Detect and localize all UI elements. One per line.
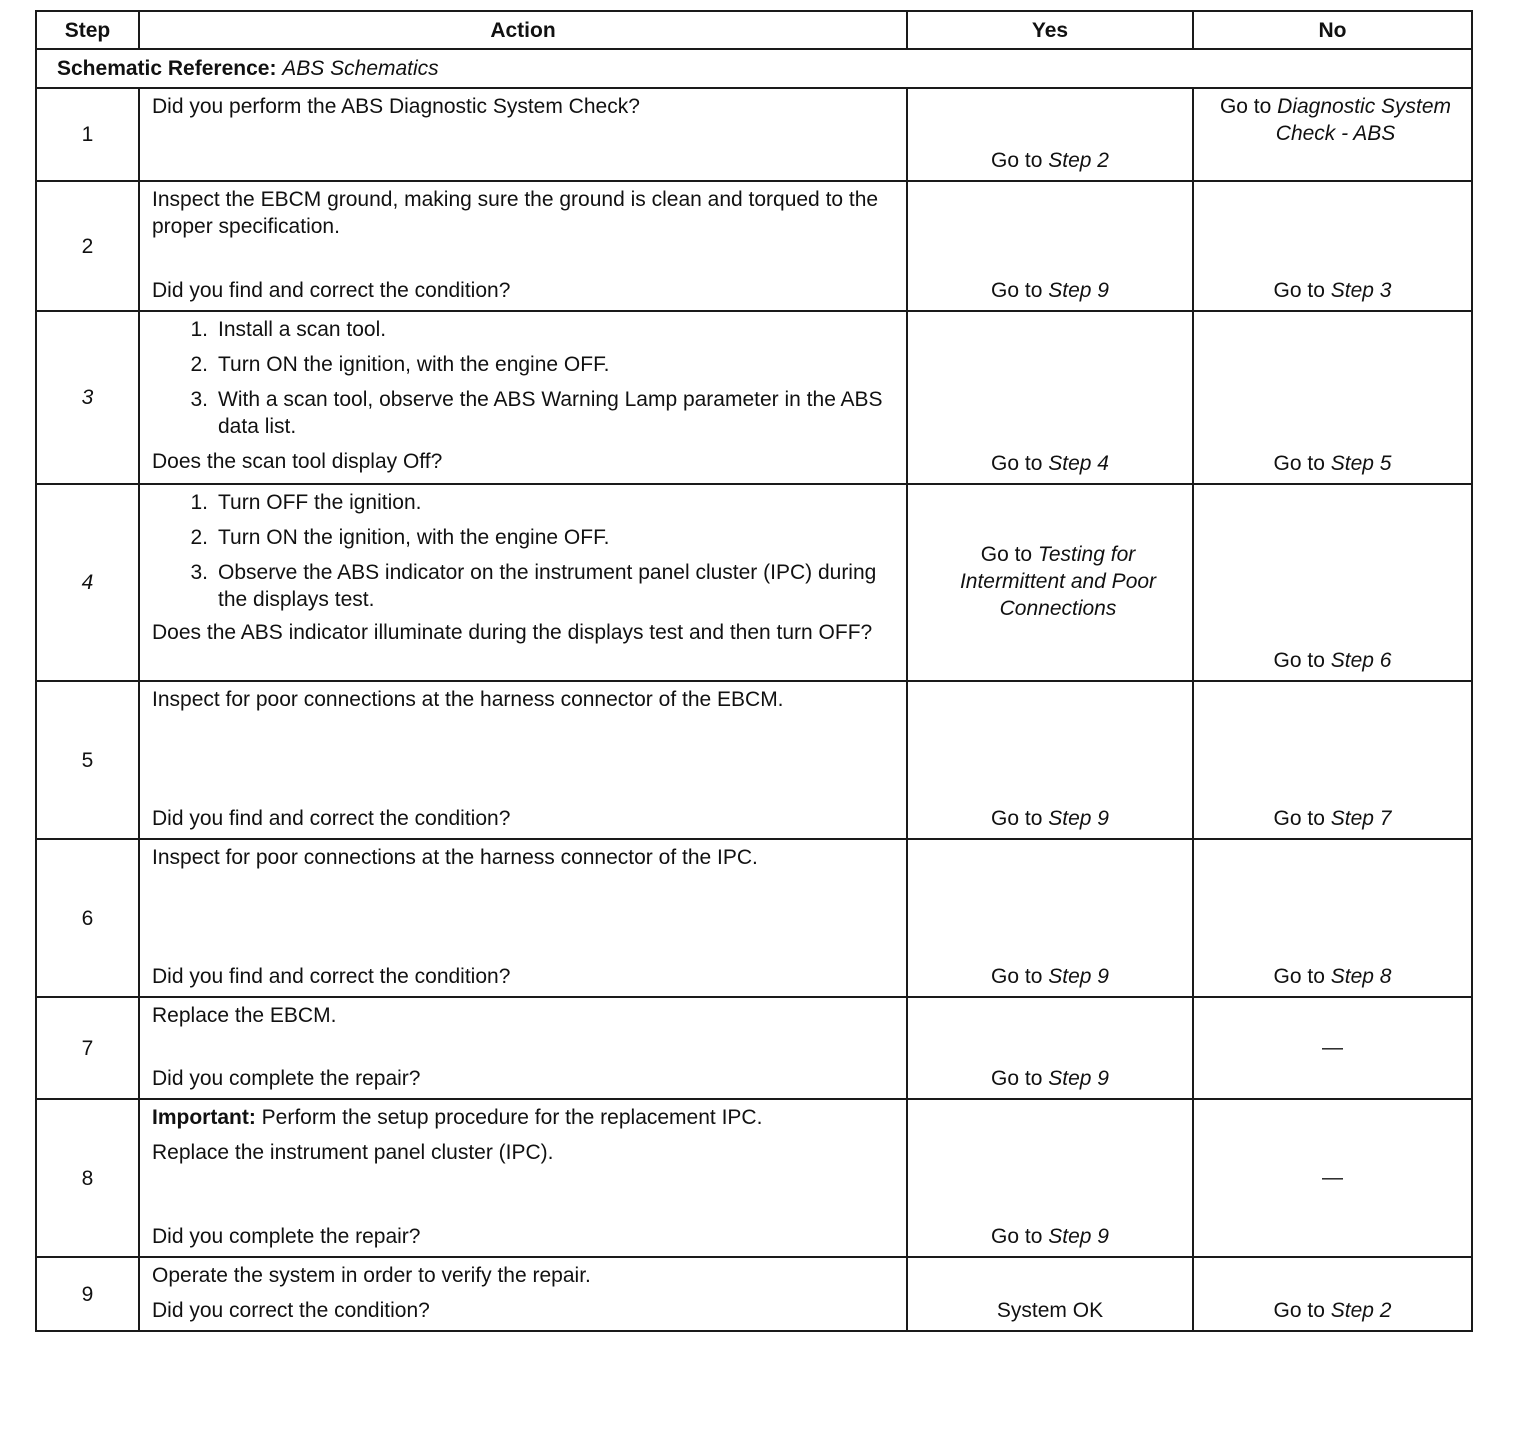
list-number: 3. (190, 561, 208, 584)
step-row-8 (36, 1099, 1472, 1257)
step-action (139, 839, 907, 997)
step-number: 2 (36, 181, 139, 311)
action-list (152, 489, 896, 613)
no-cell (1193, 997, 1472, 1099)
important-label: Important: (152, 1106, 256, 1129)
go-to-label: Go to (991, 149, 1043, 172)
diagnostic-table (35, 10, 1473, 1332)
header-action: Action (139, 11, 907, 49)
action-question: Did you correct the condition? (152, 1299, 430, 1322)
yes-target[interactable]: Step 9 (1048, 279, 1109, 302)
header-yes: Yes (907, 11, 1193, 49)
action-text: Operate the system in order to verify the repair. (152, 1264, 591, 1287)
step-row-9 (36, 1257, 1472, 1331)
list-text: Observe the ABS indicator on the instrument panel cluster (IPC) during the displays test. (218, 561, 877, 611)
step-number-text: 4 (81, 571, 94, 594)
action-question: Did you find and correct the condition? (152, 807, 511, 830)
yes-target[interactable]: Step 9 (1048, 1067, 1109, 1090)
schematic-reference-label: Schematic Reference: (57, 57, 277, 80)
list-text: Turn ON the ignition, with the engine OFF. (218, 526, 610, 549)
go-to-label: Go to (1219, 95, 1272, 118)
action-question: Does the ABS indicator illuminate during the displays test and then turn OFF? (152, 621, 873, 644)
step-number: 8 (36, 1099, 139, 1257)
step-number-text: 3 (81, 386, 94, 409)
no-target[interactable]: Step 5 (1330, 452, 1392, 475)
no-cell[interactable] (1193, 681, 1472, 839)
no-target[interactable]: Step 8 (1330, 965, 1392, 988)
go-to-label: Go to (1273, 649, 1325, 672)
yes-target[interactable]: Testing for Intermittent and Poor Connections (959, 543, 1157, 620)
go-to-label: Go to (991, 1225, 1043, 1248)
yes-target[interactable]: Step 2 (1048, 149, 1109, 172)
list-number: 1. (190, 318, 208, 341)
action-text: Replace the instrument panel cluster (IPC). (152, 1141, 554, 1164)
yes-cell (907, 1257, 1193, 1331)
yes-target[interactable]: Step 9 (1048, 807, 1109, 830)
schematic-reference-link[interactable]: ABS Schematics (282, 57, 439, 80)
no-cell[interactable] (1193, 1257, 1472, 1331)
action-text: Inspect for poor connections at the harness connector of the EBCM. (152, 688, 784, 711)
no-cell[interactable] (1193, 484, 1472, 681)
list-text: Turn OFF the ignition. (218, 491, 422, 514)
step-row-7 (36, 997, 1472, 1099)
yes-cell[interactable] (907, 311, 1193, 484)
list-number: 1. (190, 491, 208, 514)
no-target[interactable]: Step 7 (1330, 807, 1392, 830)
list-number: 2. (190, 526, 208, 549)
action-question: Did you complete the repair? (152, 1225, 421, 1248)
list-item (152, 524, 896, 551)
action-question: Did you find and correct the condition? (152, 965, 511, 988)
go-to-label: Go to (991, 452, 1043, 475)
no-cell[interactable] (1193, 839, 1472, 997)
important-note (152, 1104, 896, 1131)
action-text: Replace the EBCM. (152, 1004, 337, 1027)
go-to-label: Go to (1273, 1299, 1325, 1322)
action-question: Did you find and correct the condition? (152, 279, 511, 302)
go-to-label: Go to (991, 807, 1043, 830)
step-row-1 (36, 88, 1472, 181)
step-action (139, 311, 907, 484)
step-row-3 (36, 311, 1472, 484)
go-to-label: Go to (991, 965, 1043, 988)
no-cell[interactable] (1193, 181, 1472, 311)
step-row-6 (36, 839, 1472, 997)
go-to-label: Go to (980, 543, 1033, 566)
action-text: Inspect for poor connections at the harness connector of the IPC. (152, 846, 758, 869)
action-text: Inspect the EBCM ground, making sure the ground is clean and torqued to the proper specification. (152, 188, 879, 238)
no-dash: — (1322, 1035, 1343, 1059)
step-number: 7 (36, 997, 139, 1099)
schematic-reference (36, 49, 1472, 88)
step-action (139, 681, 907, 839)
yes-text: System OK (996, 1299, 1104, 1322)
step-action (139, 997, 907, 1099)
no-target[interactable]: Step 2 (1330, 1299, 1392, 1322)
step-action (139, 1099, 907, 1257)
yes-cell[interactable] (907, 1099, 1193, 1257)
list-text: Install a scan tool. (218, 318, 387, 341)
step-action (139, 1257, 907, 1331)
step-number (36, 311, 139, 484)
yes-cell[interactable] (907, 484, 1193, 681)
step-number: 9 (36, 1257, 139, 1331)
no-target[interactable]: Step 6 (1330, 649, 1392, 672)
action-top (152, 1104, 896, 1166)
yes-cell[interactable] (907, 997, 1193, 1099)
step-row-5 (36, 681, 1472, 839)
schematic-reference-row (36, 49, 1472, 88)
yes-cell[interactable] (907, 181, 1193, 311)
step-number (36, 484, 139, 681)
yes-cell[interactable] (907, 88, 1193, 181)
list-number: 3. (190, 388, 208, 411)
go-to-label: Go to (1273, 279, 1325, 302)
action-list (152, 316, 896, 440)
action-text: Did you perform the ABS Diagnostic System Check? (152, 95, 640, 118)
no-target[interactable]: Step 3 (1330, 279, 1392, 302)
action-question: Does the scan tool display Off? (152, 450, 443, 473)
step-row-2 (36, 181, 1472, 311)
no-cell[interactable] (1193, 88, 1472, 181)
no-cell (1193, 1099, 1472, 1257)
go-to-label: Go to (991, 279, 1043, 302)
list-text: Turn ON the ignition, with the engine OFF. (218, 353, 610, 376)
header-no: No (1193, 11, 1472, 49)
list-item (152, 351, 896, 378)
yes-target[interactable]: Step 9 (1048, 965, 1109, 988)
action-question: Did you complete the repair? (152, 1067, 421, 1090)
yes-target[interactable]: Step 9 (1048, 1225, 1109, 1248)
list-item (152, 316, 896, 343)
step-action (139, 88, 907, 181)
list-number: 2. (190, 353, 208, 376)
step-number: 5 (36, 681, 139, 839)
no-cell[interactable] (1193, 311, 1472, 484)
go-to-label: Go to (1273, 452, 1325, 475)
header-row (36, 11, 1472, 49)
go-to-label: Go to (991, 1067, 1043, 1090)
yes-cell[interactable] (907, 839, 1193, 997)
list-item (152, 489, 896, 516)
step-action (139, 181, 907, 311)
step-number: 1 (36, 88, 139, 181)
step-row-4 (36, 484, 1472, 681)
list-item (152, 559, 896, 613)
header-step: Step (36, 11, 139, 49)
step-number: 6 (36, 839, 139, 997)
yes-cell[interactable] (907, 681, 1193, 839)
yes-target[interactable]: Step 4 (1048, 452, 1109, 475)
important-text: Perform the setup procedure for the replacement IPC. (255, 1106, 763, 1129)
step-action (139, 484, 907, 681)
list-text: With a scan tool, observe the ABS Warning Lamp parameter in the ABS data list. (218, 388, 883, 438)
go-to-label: Go to (1273, 807, 1325, 830)
go-to-label: Go to (1273, 965, 1325, 988)
list-item (152, 386, 896, 440)
no-dash: — (1322, 1165, 1343, 1189)
no-target[interactable]: Diagnostic System Check - ABS (1275, 95, 1452, 145)
